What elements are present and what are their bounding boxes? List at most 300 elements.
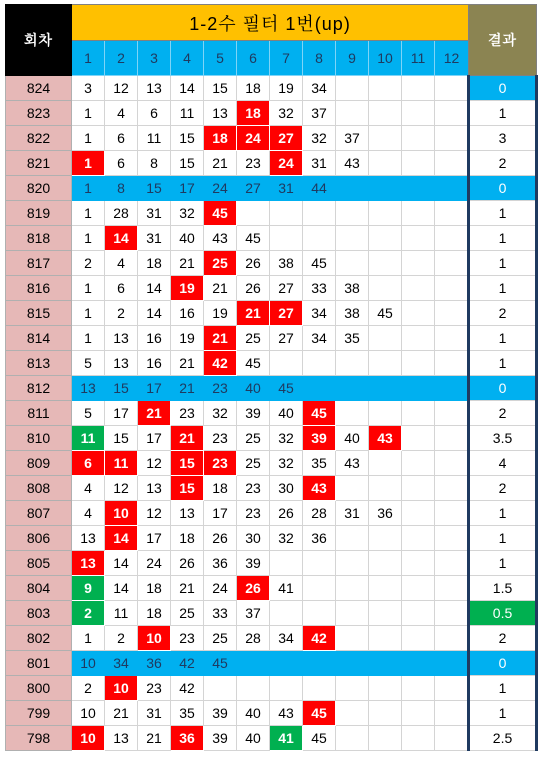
number-cell[interactable]: 25 bbox=[204, 251, 237, 276]
result-cell[interactable]: 1 bbox=[469, 551, 537, 576]
result-cell[interactable]: 1 bbox=[469, 251, 537, 276]
number-cell[interactable]: 4 bbox=[72, 476, 105, 501]
number-cell[interactable]: 27 bbox=[270, 276, 303, 301]
number-cell[interactable]: 2 bbox=[105, 626, 138, 651]
number-cell[interactable]: 24 bbox=[204, 176, 237, 201]
empty-cell[interactable] bbox=[435, 226, 469, 251]
number-cell[interactable]: 14 bbox=[105, 551, 138, 576]
round-cell[interactable]: 815 bbox=[6, 301, 72, 326]
empty-cell[interactable] bbox=[369, 726, 402, 751]
round-cell[interactable]: 798 bbox=[6, 726, 72, 751]
number-cell[interactable]: 18 bbox=[171, 526, 204, 551]
empty-cell[interactable] bbox=[336, 76, 369, 101]
number-cell[interactable]: 12 bbox=[105, 76, 138, 101]
number-cell[interactable]: 38 bbox=[336, 276, 369, 301]
number-cell[interactable]: 5 bbox=[72, 351, 105, 376]
number-cell[interactable]: 13 bbox=[138, 76, 171, 101]
empty-cell[interactable] bbox=[369, 226, 402, 251]
number-cell[interactable]: 42 bbox=[171, 651, 204, 676]
number-cell[interactable]: 21 bbox=[105, 701, 138, 726]
number-cell[interactable]: 23 bbox=[138, 676, 171, 701]
number-cell[interactable]: 35 bbox=[336, 326, 369, 351]
number-cell[interactable]: 38 bbox=[336, 301, 369, 326]
empty-cell[interactable] bbox=[303, 676, 336, 701]
empty-cell[interactable] bbox=[303, 601, 336, 626]
empty-cell[interactable] bbox=[303, 651, 336, 676]
number-cell[interactable]: 39 bbox=[204, 701, 237, 726]
number-cell[interactable]: 43 bbox=[270, 701, 303, 726]
number-cell[interactable]: 14 bbox=[105, 526, 138, 551]
number-cell[interactable]: 15 bbox=[171, 151, 204, 176]
number-cell[interactable]: 4 bbox=[72, 501, 105, 526]
number-cell[interactable]: 45 bbox=[204, 651, 237, 676]
number-cell[interactable]: 33 bbox=[303, 276, 336, 301]
number-cell[interactable]: 9 bbox=[72, 576, 105, 601]
empty-cell[interactable] bbox=[435, 526, 469, 551]
empty-cell[interactable] bbox=[402, 676, 435, 701]
empty-cell[interactable] bbox=[402, 451, 435, 476]
number-cell[interactable]: 27 bbox=[270, 126, 303, 151]
number-cell[interactable]: 21 bbox=[171, 576, 204, 601]
number-cell[interactable]: 19 bbox=[171, 276, 204, 301]
empty-cell[interactable] bbox=[402, 651, 435, 676]
number-cell[interactable]: 24 bbox=[270, 151, 303, 176]
number-cell[interactable]: 18 bbox=[138, 601, 171, 626]
number-cell[interactable]: 13 bbox=[204, 101, 237, 126]
empty-cell[interactable] bbox=[369, 326, 402, 351]
number-cell[interactable]: 43 bbox=[336, 151, 369, 176]
number-cell[interactable]: 8 bbox=[105, 176, 138, 201]
empty-cell[interactable] bbox=[402, 501, 435, 526]
number-cell[interactable]: 37 bbox=[237, 601, 270, 626]
number-cell[interactable]: 27 bbox=[237, 176, 270, 201]
round-cell[interactable]: 824 bbox=[6, 76, 72, 101]
number-cell[interactable]: 42 bbox=[303, 626, 336, 651]
result-cell[interactable]: 2 bbox=[469, 151, 537, 176]
number-cell[interactable]: 1 bbox=[72, 151, 105, 176]
empty-cell[interactable] bbox=[402, 326, 435, 351]
empty-cell[interactable] bbox=[435, 251, 469, 276]
empty-cell[interactable] bbox=[303, 551, 336, 576]
number-cell[interactable]: 41 bbox=[270, 576, 303, 601]
round-cell[interactable]: 810 bbox=[6, 426, 72, 451]
number-cell[interactable]: 31 bbox=[138, 201, 171, 226]
number-cell[interactable]: 45 bbox=[369, 301, 402, 326]
number-cell[interactable]: 21 bbox=[204, 326, 237, 351]
round-cell[interactable]: 799 bbox=[6, 701, 72, 726]
number-cell[interactable]: 21 bbox=[237, 301, 270, 326]
number-cell[interactable]: 34 bbox=[105, 651, 138, 676]
number-cell[interactable]: 23 bbox=[171, 401, 204, 426]
number-cell[interactable]: 37 bbox=[336, 126, 369, 151]
number-cell[interactable]: 26 bbox=[237, 251, 270, 276]
number-cell[interactable]: 10 bbox=[105, 676, 138, 701]
empty-cell[interactable] bbox=[336, 476, 369, 501]
empty-cell[interactable] bbox=[435, 651, 469, 676]
round-cell[interactable]: 814 bbox=[6, 326, 72, 351]
number-cell[interactable]: 21 bbox=[204, 151, 237, 176]
empty-cell[interactable] bbox=[402, 626, 435, 651]
result-cell[interactable]: 2 bbox=[469, 401, 537, 426]
empty-cell[interactable] bbox=[336, 201, 369, 226]
empty-cell[interactable] bbox=[435, 476, 469, 501]
number-cell[interactable]: 23 bbox=[237, 501, 270, 526]
empty-cell[interactable] bbox=[402, 401, 435, 426]
empty-cell[interactable] bbox=[435, 451, 469, 476]
round-cell[interactable]: 812 bbox=[6, 376, 72, 401]
number-cell[interactable]: 31 bbox=[303, 151, 336, 176]
number-cell[interactable]: 2 bbox=[72, 676, 105, 701]
number-cell[interactable]: 13 bbox=[72, 526, 105, 551]
result-cell[interactable]: 2 bbox=[469, 476, 537, 501]
number-cell[interactable]: 11 bbox=[105, 451, 138, 476]
result-cell[interactable]: 1 bbox=[469, 276, 537, 301]
number-cell[interactable]: 34 bbox=[303, 326, 336, 351]
empty-cell[interactable] bbox=[303, 376, 336, 401]
number-cell[interactable]: 34 bbox=[270, 626, 303, 651]
number-cell[interactable]: 32 bbox=[270, 426, 303, 451]
number-cell[interactable]: 6 bbox=[105, 151, 138, 176]
number-cell[interactable]: 13 bbox=[138, 476, 171, 501]
number-cell[interactable]: 25 bbox=[171, 601, 204, 626]
result-cell[interactable]: 1 bbox=[469, 526, 537, 551]
number-cell[interactable]: 15 bbox=[105, 426, 138, 451]
result-cell[interactable]: 2 bbox=[469, 626, 537, 651]
empty-cell[interactable] bbox=[369, 76, 402, 101]
empty-cell[interactable] bbox=[402, 601, 435, 626]
empty-cell[interactable] bbox=[303, 201, 336, 226]
empty-cell[interactable] bbox=[435, 201, 469, 226]
number-cell[interactable]: 40 bbox=[336, 426, 369, 451]
number-cell[interactable]: 23 bbox=[204, 426, 237, 451]
empty-cell[interactable] bbox=[402, 526, 435, 551]
result-cell[interactable]: 0 bbox=[469, 176, 537, 201]
empty-cell[interactable] bbox=[369, 376, 402, 401]
empty-cell[interactable] bbox=[369, 676, 402, 701]
empty-cell[interactable] bbox=[435, 626, 469, 651]
empty-cell[interactable] bbox=[402, 576, 435, 601]
number-cell[interactable]: 21 bbox=[171, 251, 204, 276]
number-cell[interactable]: 45 bbox=[303, 401, 336, 426]
empty-cell[interactable] bbox=[402, 201, 435, 226]
empty-cell[interactable] bbox=[336, 601, 369, 626]
number-cell[interactable]: 5 bbox=[72, 401, 105, 426]
empty-cell[interactable] bbox=[435, 326, 469, 351]
empty-cell[interactable] bbox=[369, 626, 402, 651]
number-cell[interactable]: 39 bbox=[303, 426, 336, 451]
empty-cell[interactable] bbox=[336, 376, 369, 401]
number-cell[interactable]: 16 bbox=[171, 301, 204, 326]
empty-cell[interactable] bbox=[402, 76, 435, 101]
empty-cell[interactable] bbox=[435, 101, 469, 126]
number-cell[interactable]: 16 bbox=[138, 326, 171, 351]
number-cell[interactable]: 1 bbox=[72, 276, 105, 301]
empty-cell[interactable] bbox=[402, 476, 435, 501]
number-cell[interactable]: 40 bbox=[237, 726, 270, 751]
number-cell[interactable]: 21 bbox=[138, 401, 171, 426]
empty-cell[interactable] bbox=[402, 101, 435, 126]
empty-cell[interactable] bbox=[303, 576, 336, 601]
result-cell[interactable]: 1 bbox=[469, 351, 537, 376]
number-cell[interactable]: 13 bbox=[72, 376, 105, 401]
number-cell[interactable]: 1 bbox=[72, 326, 105, 351]
number-cell[interactable]: 21 bbox=[171, 426, 204, 451]
empty-cell[interactable] bbox=[435, 176, 469, 201]
number-cell[interactable]: 11 bbox=[105, 601, 138, 626]
number-cell[interactable]: 1 bbox=[72, 176, 105, 201]
empty-cell[interactable] bbox=[369, 176, 402, 201]
result-cell[interactable]: 2.5 bbox=[469, 726, 537, 751]
number-cell[interactable]: 6 bbox=[105, 126, 138, 151]
empty-cell[interactable] bbox=[336, 526, 369, 551]
round-cell[interactable]: 802 bbox=[6, 626, 72, 651]
empty-cell[interactable] bbox=[336, 226, 369, 251]
result-cell[interactable]: 3.5 bbox=[469, 426, 537, 451]
round-cell[interactable]: 811 bbox=[6, 401, 72, 426]
empty-cell[interactable] bbox=[402, 251, 435, 276]
number-cell[interactable]: 45 bbox=[204, 201, 237, 226]
empty-cell[interactable] bbox=[369, 576, 402, 601]
result-cell[interactable]: 0.5 bbox=[469, 601, 537, 626]
empty-cell[interactable] bbox=[303, 351, 336, 376]
number-cell[interactable]: 3 bbox=[72, 76, 105, 101]
number-cell[interactable]: 1 bbox=[72, 301, 105, 326]
number-cell[interactable]: 45 bbox=[303, 251, 336, 276]
empty-cell[interactable] bbox=[369, 126, 402, 151]
result-cell[interactable]: 1 bbox=[469, 226, 537, 251]
result-cell[interactable]: 1 bbox=[469, 701, 537, 726]
number-cell[interactable]: 19 bbox=[171, 326, 204, 351]
number-cell[interactable]: 1 bbox=[72, 201, 105, 226]
number-cell[interactable]: 12 bbox=[105, 476, 138, 501]
number-cell[interactable]: 36 bbox=[171, 726, 204, 751]
number-cell[interactable]: 2 bbox=[72, 251, 105, 276]
empty-cell[interactable] bbox=[369, 601, 402, 626]
number-cell[interactable]: 30 bbox=[270, 476, 303, 501]
empty-cell[interactable] bbox=[435, 151, 469, 176]
result-cell[interactable]: 4 bbox=[469, 451, 537, 476]
number-cell[interactable]: 2 bbox=[72, 601, 105, 626]
number-cell[interactable]: 6 bbox=[105, 276, 138, 301]
number-cell[interactable]: 11 bbox=[72, 426, 105, 451]
number-cell[interactable]: 4 bbox=[105, 101, 138, 126]
empty-cell[interactable] bbox=[369, 101, 402, 126]
empty-cell[interactable] bbox=[402, 301, 435, 326]
empty-cell[interactable] bbox=[270, 651, 303, 676]
number-cell[interactable]: 43 bbox=[369, 426, 402, 451]
empty-cell[interactable] bbox=[336, 676, 369, 701]
number-cell[interactable]: 32 bbox=[270, 101, 303, 126]
empty-cell[interactable] bbox=[435, 276, 469, 301]
number-cell[interactable]: 34 bbox=[303, 76, 336, 101]
number-cell[interactable]: 28 bbox=[237, 626, 270, 651]
number-cell[interactable]: 10 bbox=[105, 501, 138, 526]
number-cell[interactable]: 25 bbox=[204, 626, 237, 651]
empty-cell[interactable] bbox=[336, 251, 369, 276]
empty-cell[interactable] bbox=[237, 201, 270, 226]
round-cell[interactable]: 821 bbox=[6, 151, 72, 176]
number-cell[interactable]: 2 bbox=[105, 301, 138, 326]
number-cell[interactable]: 26 bbox=[237, 576, 270, 601]
number-cell[interactable]: 18 bbox=[138, 251, 171, 276]
round-cell[interactable]: 823 bbox=[6, 101, 72, 126]
number-cell[interactable]: 33 bbox=[204, 601, 237, 626]
number-cell[interactable]: 23 bbox=[237, 476, 270, 501]
empty-cell[interactable] bbox=[270, 226, 303, 251]
number-cell[interactable]: 25 bbox=[237, 326, 270, 351]
empty-cell[interactable] bbox=[369, 551, 402, 576]
number-cell[interactable]: 13 bbox=[171, 501, 204, 526]
empty-cell[interactable] bbox=[369, 251, 402, 276]
empty-cell[interactable] bbox=[402, 426, 435, 451]
result-cell[interactable]: 1 bbox=[469, 101, 537, 126]
number-cell[interactable]: 39 bbox=[237, 551, 270, 576]
number-cell[interactable]: 40 bbox=[237, 376, 270, 401]
number-cell[interactable]: 23 bbox=[171, 626, 204, 651]
number-cell[interactable]: 31 bbox=[138, 226, 171, 251]
number-cell[interactable]: 17 bbox=[138, 526, 171, 551]
number-cell[interactable]: 19 bbox=[204, 301, 237, 326]
empty-cell[interactable] bbox=[369, 526, 402, 551]
round-cell[interactable]: 820 bbox=[6, 176, 72, 201]
result-cell[interactable]: 1.5 bbox=[469, 576, 537, 601]
number-cell[interactable]: 18 bbox=[204, 126, 237, 151]
number-cell[interactable]: 26 bbox=[270, 501, 303, 526]
number-cell[interactable]: 23 bbox=[237, 151, 270, 176]
number-cell[interactable]: 32 bbox=[270, 526, 303, 551]
empty-cell[interactable] bbox=[435, 76, 469, 101]
number-cell[interactable]: 45 bbox=[303, 701, 336, 726]
number-cell[interactable]: 17 bbox=[138, 426, 171, 451]
number-cell[interactable]: 40 bbox=[270, 401, 303, 426]
round-cell[interactable]: 816 bbox=[6, 276, 72, 301]
number-cell[interactable]: 10 bbox=[72, 651, 105, 676]
result-cell[interactable]: 1 bbox=[469, 501, 537, 526]
result-cell[interactable]: 0 bbox=[469, 651, 537, 676]
number-cell[interactable]: 39 bbox=[204, 726, 237, 751]
number-cell[interactable]: 24 bbox=[204, 576, 237, 601]
empty-cell[interactable] bbox=[435, 601, 469, 626]
number-cell[interactable]: 12 bbox=[138, 451, 171, 476]
number-cell[interactable]: 23 bbox=[204, 376, 237, 401]
number-cell[interactable]: 15 bbox=[204, 76, 237, 101]
number-cell[interactable]: 14 bbox=[138, 276, 171, 301]
number-cell[interactable]: 42 bbox=[171, 676, 204, 701]
number-cell[interactable]: 1 bbox=[72, 126, 105, 151]
result-cell[interactable]: 2 bbox=[469, 301, 537, 326]
number-cell[interactable]: 11 bbox=[171, 101, 204, 126]
empty-cell[interactable] bbox=[270, 351, 303, 376]
number-cell[interactable]: 13 bbox=[105, 351, 138, 376]
number-cell[interactable]: 4 bbox=[105, 251, 138, 276]
empty-cell[interactable] bbox=[435, 551, 469, 576]
number-cell[interactable]: 17 bbox=[138, 376, 171, 401]
result-cell[interactable]: 0 bbox=[469, 376, 537, 401]
result-cell[interactable]: 0 bbox=[469, 76, 537, 101]
number-cell[interactable]: 26 bbox=[237, 276, 270, 301]
empty-cell[interactable] bbox=[435, 401, 469, 426]
empty-cell[interactable] bbox=[270, 676, 303, 701]
empty-cell[interactable] bbox=[435, 501, 469, 526]
number-cell[interactable]: 14 bbox=[171, 76, 204, 101]
number-cell[interactable]: 39 bbox=[237, 401, 270, 426]
number-cell[interactable]: 31 bbox=[270, 176, 303, 201]
number-cell[interactable]: 32 bbox=[270, 451, 303, 476]
number-cell[interactable]: 27 bbox=[270, 301, 303, 326]
number-cell[interactable]: 11 bbox=[138, 126, 171, 151]
round-cell[interactable]: 800 bbox=[6, 676, 72, 701]
empty-cell[interactable] bbox=[336, 176, 369, 201]
number-cell[interactable]: 40 bbox=[237, 701, 270, 726]
round-cell[interactable]: 809 bbox=[6, 451, 72, 476]
number-cell[interactable]: 6 bbox=[72, 451, 105, 476]
empty-cell[interactable] bbox=[336, 351, 369, 376]
number-cell[interactable]: 1 bbox=[72, 101, 105, 126]
number-cell[interactable]: 45 bbox=[270, 376, 303, 401]
number-cell[interactable]: 21 bbox=[138, 726, 171, 751]
number-cell[interactable]: 14 bbox=[138, 301, 171, 326]
number-cell[interactable]: 17 bbox=[105, 401, 138, 426]
number-cell[interactable]: 43 bbox=[336, 451, 369, 476]
empty-cell[interactable] bbox=[369, 401, 402, 426]
empty-cell[interactable] bbox=[336, 551, 369, 576]
round-cell[interactable]: 808 bbox=[6, 476, 72, 501]
number-cell[interactable]: 24 bbox=[237, 126, 270, 151]
empty-cell[interactable] bbox=[369, 201, 402, 226]
number-cell[interactable]: 13 bbox=[105, 726, 138, 751]
empty-cell[interactable] bbox=[435, 726, 469, 751]
number-cell[interactable]: 36 bbox=[303, 526, 336, 551]
number-cell[interactable]: 31 bbox=[138, 701, 171, 726]
number-cell[interactable]: 13 bbox=[105, 326, 138, 351]
number-cell[interactable]: 42 bbox=[204, 351, 237, 376]
number-cell[interactable]: 15 bbox=[105, 376, 138, 401]
empty-cell[interactable] bbox=[402, 126, 435, 151]
empty-cell[interactable] bbox=[435, 351, 469, 376]
number-cell[interactable]: 28 bbox=[303, 501, 336, 526]
empty-cell[interactable] bbox=[435, 301, 469, 326]
round-cell[interactable]: 813 bbox=[6, 351, 72, 376]
empty-cell[interactable] bbox=[369, 701, 402, 726]
number-cell[interactable]: 26 bbox=[204, 526, 237, 551]
empty-cell[interactable] bbox=[270, 201, 303, 226]
empty-cell[interactable] bbox=[336, 576, 369, 601]
empty-cell[interactable] bbox=[402, 351, 435, 376]
number-cell[interactable]: 36 bbox=[204, 551, 237, 576]
empty-cell[interactable] bbox=[402, 176, 435, 201]
empty-cell[interactable] bbox=[435, 126, 469, 151]
empty-cell[interactable] bbox=[402, 376, 435, 401]
number-cell[interactable]: 38 bbox=[270, 251, 303, 276]
number-cell[interactable]: 31 bbox=[336, 501, 369, 526]
number-cell[interactable]: 23 bbox=[204, 451, 237, 476]
number-cell[interactable]: 35 bbox=[303, 451, 336, 476]
number-cell[interactable]: 40 bbox=[171, 226, 204, 251]
number-cell[interactable]: 45 bbox=[237, 226, 270, 251]
number-cell[interactable]: 25 bbox=[237, 426, 270, 451]
result-cell[interactable]: 1 bbox=[469, 201, 537, 226]
empty-cell[interactable] bbox=[402, 276, 435, 301]
number-cell[interactable]: 26 bbox=[171, 551, 204, 576]
number-cell[interactable]: 41 bbox=[270, 726, 303, 751]
empty-cell[interactable] bbox=[435, 376, 469, 401]
round-cell[interactable]: 822 bbox=[6, 126, 72, 151]
number-cell[interactable]: 32 bbox=[303, 126, 336, 151]
number-cell[interactable]: 14 bbox=[105, 226, 138, 251]
empty-cell[interactable] bbox=[435, 676, 469, 701]
empty-cell[interactable] bbox=[237, 651, 270, 676]
number-cell[interactable]: 24 bbox=[138, 551, 171, 576]
